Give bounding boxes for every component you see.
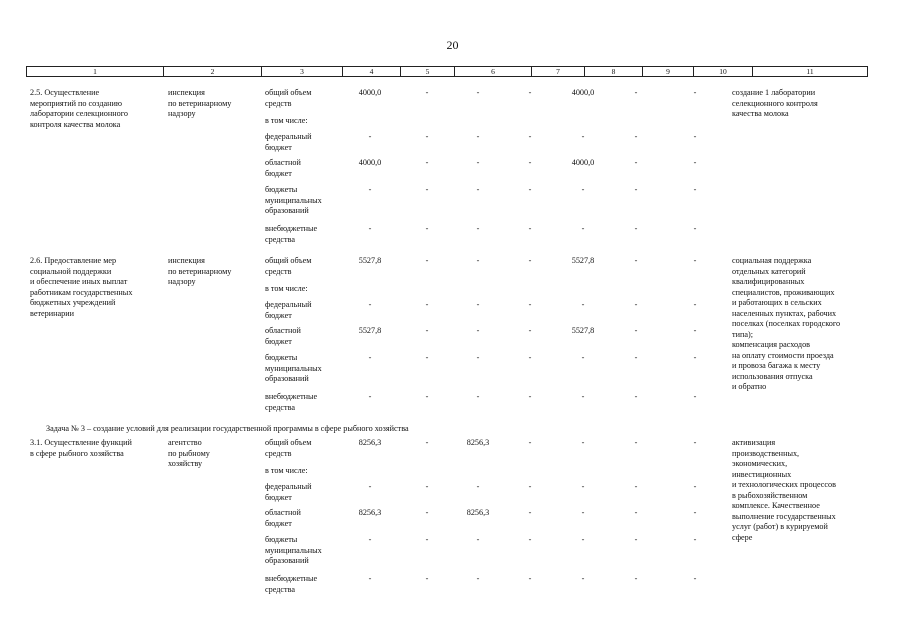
funding-value: - xyxy=(528,508,532,517)
header-col-1: 1 xyxy=(27,67,164,76)
row-name: 2.5. Осуществление мероприятий по созданию лаборатории селекционного контроля качества молока xyxy=(30,88,128,129)
funding-value: 4000,0 xyxy=(358,158,382,167)
funding-value: - xyxy=(581,300,585,309)
row-executor: агентство по рыбному хозяйству xyxy=(168,438,210,468)
task-heading: Задача № 3 – создание условий для реализации государственной программы в сфере рыбного хозяйства xyxy=(46,424,409,433)
funding-value: - xyxy=(425,224,429,233)
funding-value: - xyxy=(528,535,532,544)
funding-value: - xyxy=(528,224,532,233)
funding-source: общий объем средств xyxy=(265,438,312,458)
funding-value: - xyxy=(425,326,429,335)
funding-value: 8256,3 xyxy=(466,438,490,447)
funding-source: областной бюджет xyxy=(265,326,301,346)
funding-value: 4000,0 xyxy=(571,158,595,167)
funding-value: - xyxy=(693,256,697,265)
header-col-4: 4 xyxy=(343,67,401,76)
funding-value: - xyxy=(634,185,638,194)
funding-value: - xyxy=(528,438,532,447)
funding-value: - xyxy=(693,224,697,233)
funding-value: - xyxy=(425,132,429,141)
funding-source: федеральный бюджет xyxy=(265,132,312,152)
funding-value: - xyxy=(476,392,480,401)
funding-value: - xyxy=(425,438,429,447)
funding-value: - xyxy=(368,392,372,401)
funding-source: общий объем средств xyxy=(265,88,312,108)
funding-value: - xyxy=(693,300,697,309)
funding-value: - xyxy=(476,300,480,309)
funding-value: - xyxy=(476,482,480,491)
funding-value: - xyxy=(634,224,638,233)
funding-value: - xyxy=(368,300,372,309)
funding-value: - xyxy=(425,508,429,517)
header-col-8: 8 xyxy=(585,67,643,76)
funding-source: внебюджетные средства xyxy=(265,224,318,244)
header-col-11: 11 xyxy=(806,67,814,76)
table-header xyxy=(26,66,868,77)
funding-value: 4000,0 xyxy=(571,88,595,97)
row-name: 3.1. Осуществление функций в сфере рыбного хозяйства xyxy=(30,438,132,458)
funding-value: 8256,3 xyxy=(466,508,490,517)
funding-value: - xyxy=(368,535,372,544)
funding-value: - xyxy=(693,508,697,517)
funding-source: общий объем средств xyxy=(265,256,312,276)
funding-value: - xyxy=(634,535,638,544)
row-executor: инспекция по ветеринарному надзору xyxy=(168,256,232,286)
funding-value: - xyxy=(581,353,585,362)
header-col-6: 6 xyxy=(455,67,532,76)
funding-value: 8256,3 xyxy=(358,508,382,517)
funding-value: - xyxy=(693,158,697,167)
funding-value: - xyxy=(476,574,480,583)
funding-value: - xyxy=(581,132,585,141)
header-col-3: 3 xyxy=(262,67,343,76)
funding-value: - xyxy=(425,256,429,265)
funding-value: - xyxy=(368,224,372,233)
funding-value: - xyxy=(693,482,697,491)
funding-value: - xyxy=(425,535,429,544)
header-col-5: 5 xyxy=(401,67,455,76)
funding-value: - xyxy=(693,88,697,97)
funding-value: - xyxy=(528,574,532,583)
funding-value: - xyxy=(528,158,532,167)
funding-value: - xyxy=(368,574,372,583)
funding-value: - xyxy=(581,224,585,233)
funding-value: - xyxy=(476,224,480,233)
funding-value: - xyxy=(425,353,429,362)
funding-value: - xyxy=(528,256,532,265)
funding-value: - xyxy=(425,185,429,194)
funding-value: 4000,0 xyxy=(358,88,382,97)
funding-source: внебюджетные средства xyxy=(265,574,318,594)
funding-value: - xyxy=(581,482,585,491)
funding-value: 5527,8 xyxy=(358,326,382,335)
funding-value: - xyxy=(634,88,638,97)
funding-value: - xyxy=(581,185,585,194)
funding-value: - xyxy=(693,438,697,447)
funding-value: - xyxy=(693,326,697,335)
funding-value: - xyxy=(634,508,638,517)
funding-source: областной бюджет xyxy=(265,158,301,178)
funding-value: - xyxy=(634,438,638,447)
funding-value: - xyxy=(425,574,429,583)
funding-value: - xyxy=(693,353,697,362)
funding-value: - xyxy=(693,392,697,401)
funding-value: - xyxy=(581,438,585,447)
funding-value: - xyxy=(425,392,429,401)
funding-value: - xyxy=(476,88,480,97)
funding-value: 5527,8 xyxy=(571,256,595,265)
funding-value: - xyxy=(634,353,638,362)
funding-value: 5527,8 xyxy=(358,256,382,265)
page-number: 20 xyxy=(446,38,459,52)
funding-value: - xyxy=(368,185,372,194)
funding-value: - xyxy=(368,132,372,141)
row-executor: инспекция по ветеринарному надзору xyxy=(168,88,232,118)
funding-source: федеральный бюджет xyxy=(265,482,312,502)
funding-value: - xyxy=(634,256,638,265)
header-col-9: 9 xyxy=(643,67,694,76)
funding-value: - xyxy=(693,535,697,544)
funding-source: бюджеты муниципальных образований xyxy=(265,535,322,565)
funding-source: в том числе: xyxy=(265,284,308,293)
header-col-2: 2 xyxy=(164,67,262,76)
funding-value: - xyxy=(368,353,372,362)
funding-value: - xyxy=(634,300,638,309)
funding-value: - xyxy=(634,482,638,491)
funding-source: федеральный бюджет xyxy=(265,300,312,320)
funding-source: внебюджетные средства xyxy=(265,392,318,412)
row-name: 2.6. Предоставление мер социальной поддержки и обеспечение иных выплат работникам государственных бюджетных учреждений ветеринарии xyxy=(30,256,133,318)
funding-source: в том числе: xyxy=(265,466,308,475)
funding-value: - xyxy=(476,535,480,544)
funding-value: - xyxy=(528,353,532,362)
funding-value: - xyxy=(528,392,532,401)
funding-source: бюджеты муниципальных образований xyxy=(265,185,322,215)
funding-value: - xyxy=(476,158,480,167)
row-result: социальная поддержка отдельных категорий квалифицированных специалистов, проживающих и работающих в сельских населенных пунктах, рабочих поселках (поселках городского типа); компенсация расходов на оплату стоимости проезда и провоза багажа к месту использования отпуска и обратно xyxy=(732,256,841,391)
funding-value: - xyxy=(693,574,697,583)
funding-value: - xyxy=(476,256,480,265)
funding-value: - xyxy=(634,574,638,583)
funding-value: - xyxy=(581,574,585,583)
funding-value: - xyxy=(528,88,532,97)
funding-source: бюджеты муниципальных образований xyxy=(265,353,322,383)
funding-value: - xyxy=(476,132,480,141)
funding-value: 5527,8 xyxy=(571,326,595,335)
funding-value: - xyxy=(581,508,585,517)
funding-value: - xyxy=(368,482,372,491)
funding-value: - xyxy=(693,185,697,194)
header-col-10: 10 xyxy=(694,67,753,76)
funding-value: - xyxy=(425,482,429,491)
header-col-7: 7 xyxy=(532,67,585,76)
funding-value: - xyxy=(528,300,532,309)
funding-value: - xyxy=(528,185,532,194)
funding-source: в том числе: xyxy=(265,116,308,125)
funding-value: 8256,3 xyxy=(358,438,382,447)
funding-value: - xyxy=(528,132,532,141)
funding-value: - xyxy=(476,185,480,194)
funding-value: - xyxy=(634,392,638,401)
funding-value: - xyxy=(476,353,480,362)
row-result: создание 1 лаборатории селекционного контроля качества молока xyxy=(732,88,818,118)
funding-value: - xyxy=(634,158,638,167)
funding-source: областной бюджет xyxy=(265,508,301,528)
funding-value: - xyxy=(581,535,585,544)
funding-value: - xyxy=(634,132,638,141)
funding-value: - xyxy=(425,158,429,167)
funding-value: - xyxy=(634,326,638,335)
funding-value: - xyxy=(425,300,429,309)
funding-value: - xyxy=(528,482,532,491)
row-result: активизация производственных, экономических, инвестиционных и технологических процессов в рыбохозяйственном комплексе. Качественное выполнение государственных услуг (работ) в курируемой сфере xyxy=(732,438,837,542)
funding-value: - xyxy=(693,132,697,141)
funding-value: - xyxy=(528,326,532,335)
funding-value: - xyxy=(425,88,429,97)
funding-value: - xyxy=(581,392,585,401)
funding-value: - xyxy=(476,326,480,335)
